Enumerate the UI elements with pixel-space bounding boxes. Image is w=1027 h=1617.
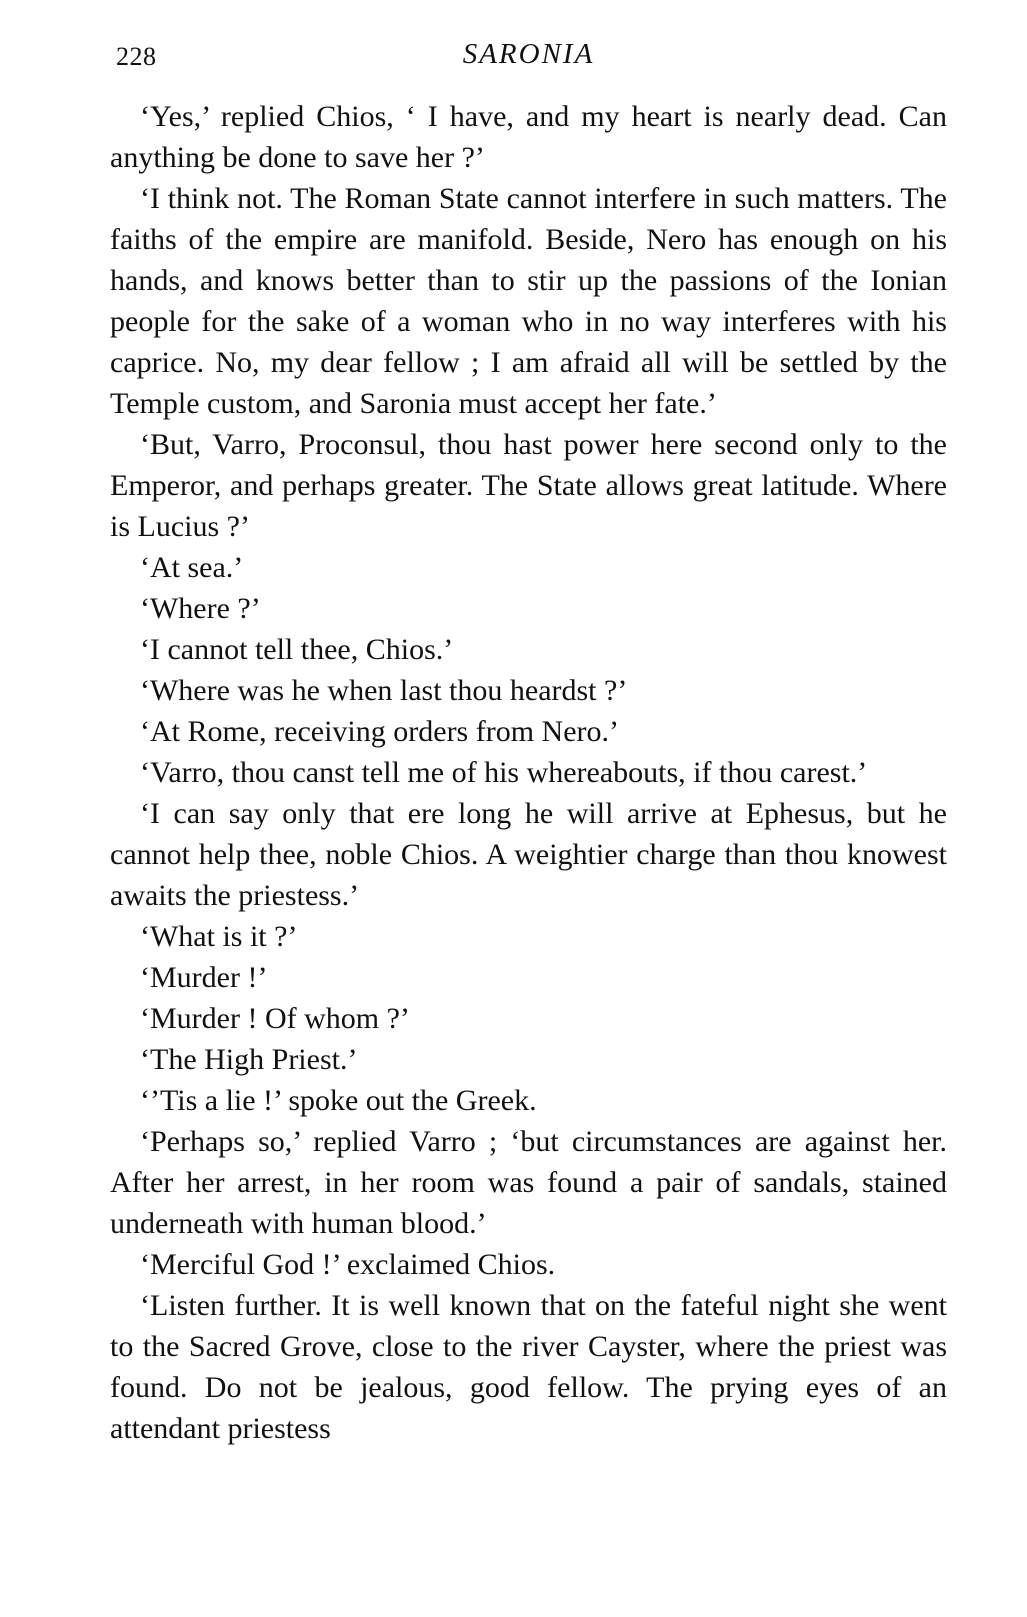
paragraph: ‘Where was he when last thou heardst ?’	[140, 674, 628, 707]
paragraph: ‘Perhaps so,’ replied Varro ; ‘but circumstances are against her. After her arrest, in her room was found a pair of sandals, stained underneath with human blood.’	[110, 1125, 947, 1240]
paragraph: ‘Murder !’	[140, 961, 268, 994]
paragraph: ‘The High Priest.’	[140, 1043, 358, 1076]
paragraph: ‘’Tis a lie !’ spoke out the Greek.	[140, 1084, 537, 1117]
page-body	[110, 96, 947, 1449]
running-title: SARONIA	[462, 38, 595, 70]
paragraph: ‘I can say only that ere long he will arrive at Ephesus, but he cannot help thee, noble Chios. A weightier charge than thou knowest awaits the priestess.’	[110, 797, 947, 912]
paragraph: ‘At Rome, receiving orders from Nero.’	[140, 715, 620, 748]
paragraph: ‘Merciful God !’ exclaimed Chios.	[140, 1248, 556, 1281]
paragraph: ‘Where ?’	[140, 592, 261, 625]
paragraph: ‘But, Varro, Proconsul, thou hast power here second only to the Emperor, and perhaps greater. The State allows great latitude. Where is Lucius ?’	[110, 428, 947, 543]
paragraph: ‘Murder ! Of whom ?’	[140, 1002, 410, 1035]
paragraph: ‘Yes,’ replied Chios, ‘ I have, and my heart is nearly dead. Can anything be done to save her ?’	[110, 100, 947, 174]
paragraph: ‘I think not. The Roman State cannot interfere in such matters. The faiths of the empire are manifold. Beside, Nero has enough on his hands, and knows better than to stir up the passions of the Ionian people for the sake of a woman who in no way interferes with his caprice. No, my dear fellow ; I am afraid all will be settled by the Temple custom, and Saronia must accept her fate.’	[110, 182, 947, 420]
paragraph: ‘What is it ?’	[140, 920, 298, 953]
page-header	[110, 38, 947, 78]
paragraph: ‘Varro, thou canst tell me of his whereabouts, if thou carest.’	[140, 756, 868, 789]
paragraph: ‘At sea.’	[140, 551, 244, 584]
paragraph: ‘Listen further. It is well known that on the fateful night she went to the Sacred Grove, close to the river Cayster, where the priest was found. Do not be jealous, good fellow. The prying eyes of an attendant priestess	[110, 1289, 947, 1445]
page-number: 228	[116, 42, 157, 71]
paragraph: ‘I cannot tell thee, Chios.’	[140, 633, 454, 666]
